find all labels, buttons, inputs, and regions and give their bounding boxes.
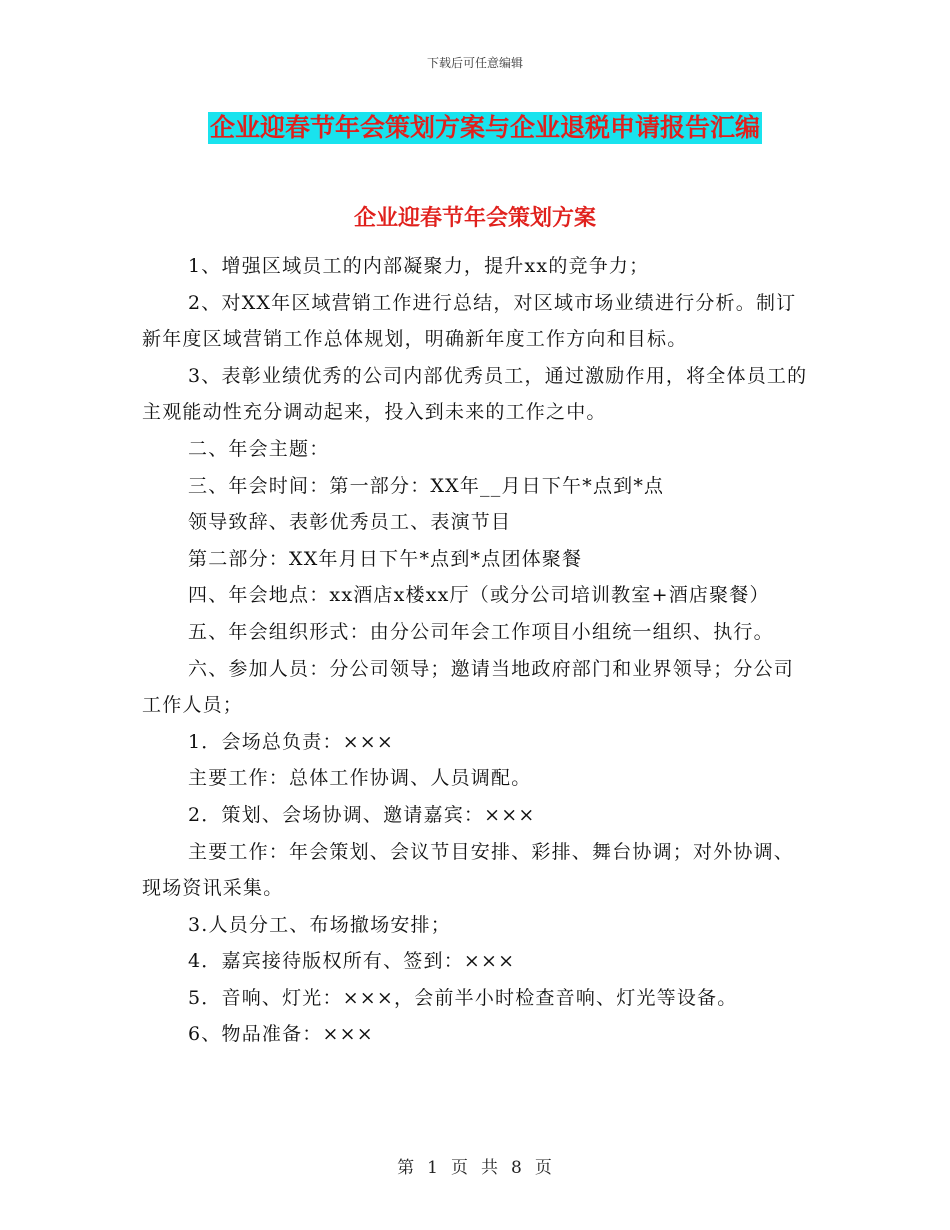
document-title: 企业迎春节年会策划方案与企业退税申请报告汇编 [210, 113, 761, 142]
paragraph: 主要工作：总体工作协调、人员调配。 [188, 767, 532, 790]
paragraph: 2．策划、会场协调、邀请嘉宾：××× [188, 803, 536, 826]
paragraph: 6、物品准备：××× [188, 1023, 374, 1046]
paragraph: 主要工作：年会策划、会议节目安排、彩排、舞台协调；对外协调、现场资讯采集。 [142, 840, 795, 900]
paragraph: 1、增强区域员工的内部凝聚力，提升xx的竞争力； [188, 255, 650, 277]
header-note: 下载后可任意编辑 [426, 56, 523, 70]
document-body [142, 248, 812, 1053]
paragraph: 3、表彰业绩优秀的公司内部优秀员工，通过激励作用，将全体员工的主观能动性充分调动起来，投入到未来的工作之中。 [142, 364, 808, 424]
section-title: 企业迎春节年会策划方案 [353, 205, 596, 231]
paragraph: 领导致辞、表彰优秀员工、表演节目 [188, 511, 512, 534]
paragraph: 二、年会主题： [188, 437, 330, 460]
paragraph: 5．音响、灯光：×××，会前半小时检查音响、灯光等设备。 [188, 986, 738, 1009]
paragraph: 1．会场总负责：××× [188, 730, 395, 753]
footer-mid1: 页 [451, 1158, 469, 1178]
page-footer [0, 1153, 950, 1178]
paragraph: 三、年会时间：第一部分：XX年__月日下午*点到*点 [188, 474, 665, 497]
footer-suffix: 页 [534, 1158, 553, 1178]
footer-mid2: 共 [481, 1158, 499, 1178]
paragraph: 六、参加人员：分公司领导；邀请当地政府部门和业界领导；分公司工作人员； [142, 657, 795, 717]
total-pages: 8 [511, 1158, 523, 1178]
paragraph: 4．嘉宾接待版权所有、签到：××× [188, 950, 516, 973]
paragraph: 2、对XX年区域营销工作进行总结，对区域市场业绩进行分析。制订新年度区域营销工作总体规划，明确新年度工作方向和目标。 [142, 291, 797, 351]
footer-prefix: 第 [397, 1158, 416, 1178]
paragraph: 第二部分：XX年月日下午*点到*点团体聚餐 [188, 547, 583, 570]
paragraph: 五、年会组织形式：由分公司年会工作项目小组统一组织、执行。 [188, 620, 774, 643]
page-number: 1 [427, 1158, 439, 1178]
paragraph: 四、年会地点：xx酒店x楼xx厅（或分公司培训教室+酒店聚餐） [188, 584, 770, 607]
paragraph: 3.人员分工、布场撤场安排； [188, 913, 451, 936]
